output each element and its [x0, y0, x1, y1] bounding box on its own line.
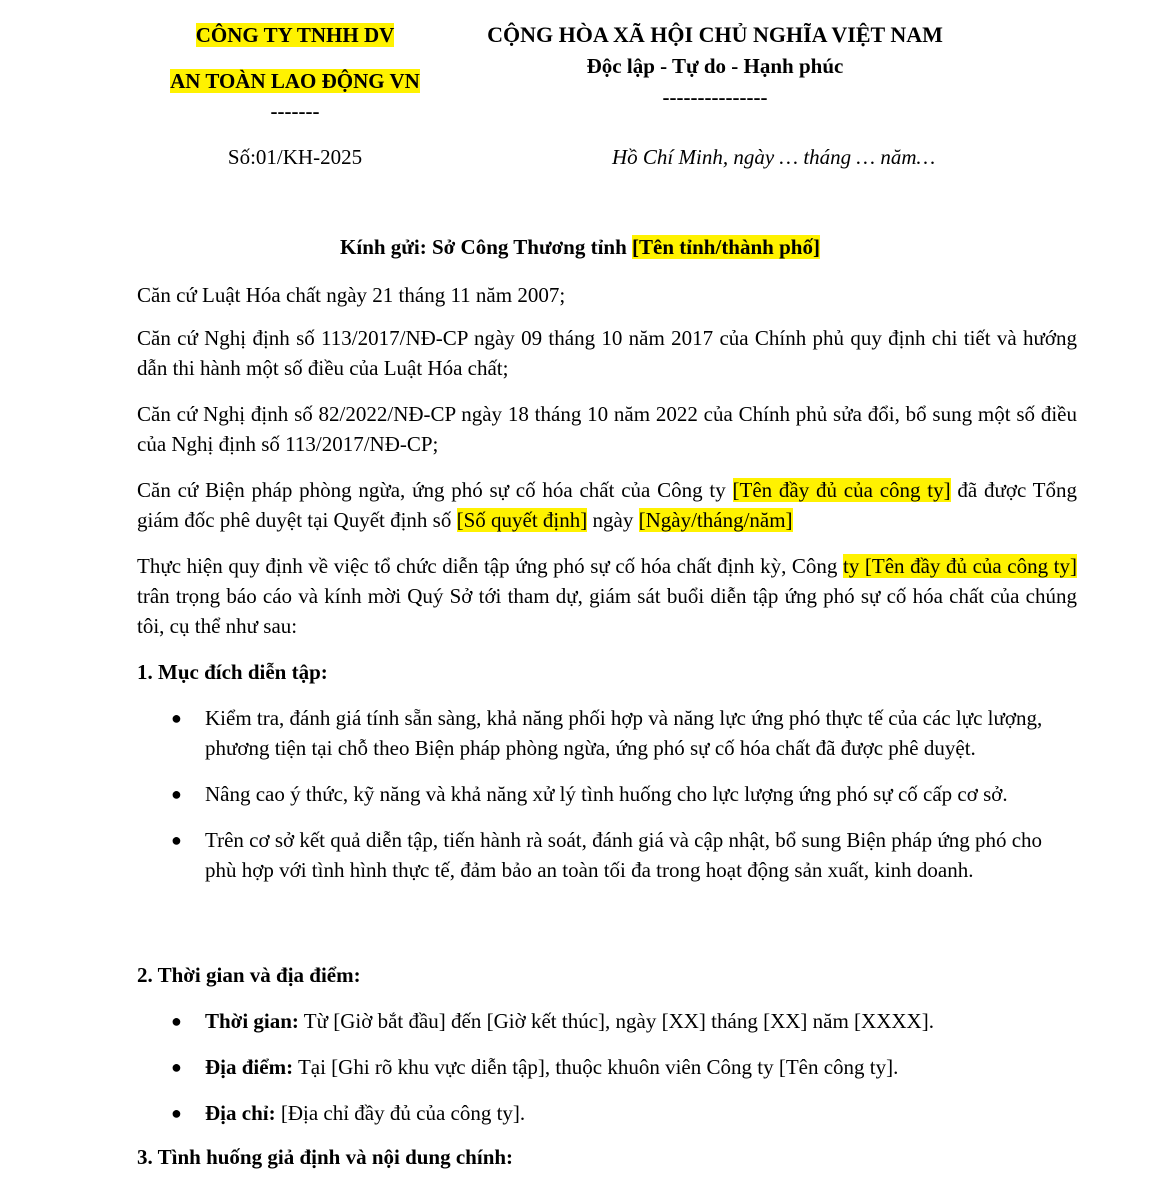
national-title: CỘNG HÒA XÃ HỘI CHỦ NGHĨA VIỆT NAM	[487, 22, 943, 47]
section-2-list	[137, 1006, 1077, 1128]
left-separator: -------	[270, 99, 320, 123]
implementation-paragraph: Thực hiện quy định về việc tổ chức diễn tập ứng phó sự cố hóa chất định kỳ, Công ty [Tên đầy đủ của công ty] trân trọng báo cáo và kính mời Quý Sở tới tham dự, giám sát buổi diễn tập ứng phó sự cố hóa chất của chúng tôi, cụ thể như sau:	[137, 554, 1077, 638]
company-name-line2: AN TOÀN LAO ĐỘNG VN	[170, 69, 420, 93]
basis-paragraph-3: Căn cứ Nghị định số 82/2022/NĐ-CP ngày 18 tháng 10 năm 2022 của Chính phủ sửa đổi, bổ sung một số điều của Nghị định số 113/2017/NĐ-CP;	[137, 402, 1077, 456]
national-motto: Độc lập - Tự do - Hạnh phúc	[586, 54, 844, 78]
list-item: ● Địa chỉ: [Địa chỉ đầy đủ của công ty].	[137, 1098, 1077, 1128]
section-1-heading: 1. Mục đích diễn tập:	[137, 660, 328, 684]
list-item: ● Trên cơ sở kết quả diễn tập, tiến hành rà soát, đánh giá và cập nhật, bổ sung Biện pháp ứng phó cho phù hợp với tình hình thực tế, đảm bảo an toàn tối đa trong hoạt động sản xuất, kinh doanh.	[137, 825, 1077, 885]
basis-paragraph-2: Căn cứ Nghị định số 113/2017/NĐ-CP ngày 09 tháng 10 năm 2017 của Chính phủ quy định chi tiết và hướng dẫn thi hành một số điều của Luật Hóa chất;	[137, 326, 1077, 380]
list-item: ● Kiểm tra, đánh giá tính sẵn sàng, khả năng phối hợp và năng lực ứng phó thực tế của các lực lượng, phương tiện tại chỗ theo Biện pháp phòng ngừa, ứng phó sự cố hóa chất đã được phê duyệt.	[137, 703, 1077, 763]
bullet-icon: ●	[171, 784, 182, 804]
bullet-icon: ●	[171, 1011, 182, 1031]
section-2-heading: 2. Thời gian và địa điểm:	[137, 963, 361, 987]
bullet-icon: ●	[171, 708, 182, 728]
document-number: Số:01/KH-2025	[227, 145, 363, 169]
company-name-line1: CÔNG TY TNHH DV	[195, 23, 395, 47]
basis-paragraph-1: Căn cứ Luật Hóa chất ngày 21 tháng 11 năm 2007;	[137, 283, 566, 307]
recipient-line: Kính gửi: Sở Công Thương tỉnh [Tên tỉnh/thành phố]	[340, 235, 820, 259]
list-item: ● Nâng cao ý thức, kỹ năng và khả năng xử lý tình huống cho lực lượng ứng phó sự cố cấp cơ sở.	[137, 779, 1077, 809]
right-separator: ---------------	[662, 85, 768, 109]
bullet-icon: ●	[171, 1103, 182, 1123]
list-item: ● Địa điểm: Tại [Ghi rõ khu vực diễn tập], thuộc khuôn viên Công ty [Tên công ty].	[137, 1052, 1077, 1082]
list-item: ● Thời gian: Từ [Giờ bắt đầu] đến [Giờ kết thúc], ngày [XX] tháng [XX] năm [XXXX].	[137, 1006, 1077, 1036]
bullet-icon: ●	[171, 1057, 182, 1077]
section-1-list	[137, 703, 1077, 885]
section-3-heading: 3. Tình huống giả định và nội dung chính:	[137, 1145, 514, 1169]
dateline: Hồ Chí Minh, ngày … tháng … năm…	[612, 145, 936, 169]
recipient-placeholder: [Tên tỉnh/thành phố]	[632, 235, 820, 259]
basis-paragraph-4: Căn cứ Biện pháp phòng ngừa, ứng phó sự cố hóa chất của Công ty [Tên đầy đủ của công ty] đã được Tổng giám đốc phê duyệt tại Quyết định số [Số quyết định] ngày [Ngày/tháng/năm]	[137, 478, 1077, 532]
bullet-icon: ●	[171, 830, 182, 850]
